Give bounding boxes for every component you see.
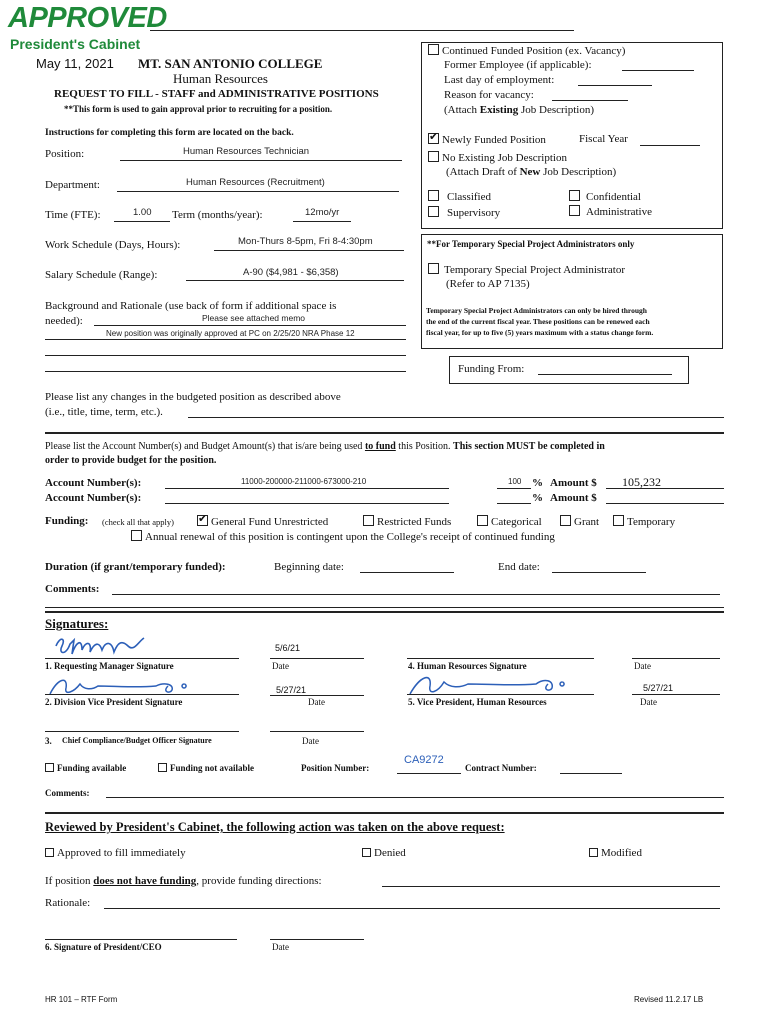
date-label-3: Date — [302, 736, 319, 746]
fte-label: Time (FTE): — [45, 209, 101, 221]
signature-2-date[interactable]: 5/27/21 — [276, 685, 307, 695]
former-label: Former Employee (if applicable): — [444, 59, 592, 71]
check-all-note: (check all that apply) — [102, 517, 174, 527]
tsa-option[interactable]: Temporary Special Project Administrator — [428, 263, 625, 276]
administrative-option[interactable]: Administrative — [569, 205, 652, 218]
department-field[interactable]: Human Resources (Recruitment) — [186, 177, 325, 188]
annual-renewal-option[interactable]: Annual renewal of this position is contingent upon the College's receipt of continued funding — [131, 530, 555, 543]
attach-new: (Attach Draft of New Job Description) — [446, 166, 617, 178]
grant-option[interactable]: Grant — [560, 515, 599, 528]
duration-label: Duration (if grant/temporary funded): — [45, 561, 226, 573]
sig-comments-label: Comments: — [45, 788, 90, 798]
newly-funded-option[interactable]: ✔Newly Funded Position — [428, 133, 546, 146]
signature-5-label: 5. Vice President, Human Resources — [408, 697, 547, 707]
funding-not-available-option[interactable]: Funding not available — [158, 763, 254, 773]
fiscal-label: Fiscal Year — [579, 133, 628, 145]
background-label: Background and Rationale (use back of form if additional space is — [45, 300, 337, 312]
salary-label: Salary Schedule (Range): — [45, 269, 158, 281]
modified-checkbox[interactable] — [589, 848, 598, 857]
tsa-checkbox[interactable] — [428, 263, 439, 274]
amount-label-1: Amount $ — [550, 477, 597, 489]
general-fund-checkbox[interactable] — [197, 515, 208, 526]
funding-available-checkbox[interactable] — [45, 763, 54, 772]
rationale-label: Rationale: — [45, 897, 91, 909]
supervisory-checkbox[interactable] — [428, 206, 439, 217]
administrative-checkbox[interactable] — [569, 205, 580, 216]
background-field-2[interactable]: New position was originally approved at PC on 2/25/20 NRA Phase 12 — [106, 329, 355, 338]
continued-funded-option[interactable]: Continued Funded Position (ex. Vacancy) — [428, 44, 625, 57]
newly-funded-checkbox[interactable] — [428, 133, 439, 144]
confidential-option[interactable]: Confidential — [569, 190, 641, 203]
confidential-checkbox[interactable] — [569, 190, 580, 201]
categorical-checkbox[interactable] — [477, 515, 488, 526]
schedule-field[interactable]: Mon-Thurs 8-5pm, Fri 8-4:30pm — [238, 236, 373, 247]
funding-available-option[interactable]: Funding available — [45, 763, 126, 773]
signature-1-date[interactable]: 5/6/21 — [275, 643, 301, 653]
department-heading: Human Resources — [173, 71, 268, 86]
term-label: Term (months/year): — [172, 209, 263, 221]
attach-existing: (Attach Existing Job Description) — [444, 104, 595, 116]
tsa-note-2: the end of the current fiscal year. These positions can be renewed each — [426, 317, 650, 326]
tsa-note-1: Temporary Special Project Administrators can only be hired through — [426, 306, 647, 315]
date-label-4: Date — [634, 661, 651, 671]
footer-form-id: HR 101 – RTF Form — [45, 995, 118, 1004]
funding-directions-label: If position does not have funding, provide funding directions: — [45, 875, 322, 887]
department-label: Department: — [45, 179, 100, 191]
begin-label: Beginning date: — [274, 561, 344, 573]
signature-1-label: 1. Requesting Manager Signature — [45, 661, 174, 671]
date-label-2: Date — [308, 697, 325, 707]
grant-checkbox[interactable] — [560, 515, 571, 526]
categorical-option[interactable]: Categorical — [477, 515, 542, 528]
funding-from-label: Funding From: — [458, 363, 525, 375]
salary-field[interactable]: A-90 ($4,981 - $6,358) — [243, 267, 339, 278]
percent-sign-2: % — [532, 492, 543, 504]
background-field[interactable]: Please see attached memo — [202, 313, 306, 323]
signature-3-label: Chief Compliance/Budget Officer Signature — [62, 736, 212, 745]
restricted-checkbox[interactable] — [363, 515, 374, 526]
date-label-1: Date — [272, 661, 289, 671]
account-intro: Please list the Account Number(s) and Budget Amount(s) that is/are being used to fund this Position. This section MUST be completed in — [45, 441, 605, 452]
date-label-5: Date — [640, 697, 657, 707]
comments-label: Comments: — [45, 583, 100, 595]
fte-field[interactable]: 1.00 — [133, 207, 152, 218]
denied-checkbox[interactable] — [362, 848, 371, 857]
signature-5-date[interactable]: 5/27/21 — [643, 683, 674, 693]
temporary-option[interactable]: Temporary — [613, 515, 675, 528]
approved-option[interactable]: Approved to fill immediately — [45, 847, 186, 859]
no-existing-checkbox[interactable] — [428, 151, 439, 162]
no-existing-option[interactable]: No Existing Job Description — [428, 151, 567, 164]
tsa-ref: (Refer to AP 7135) — [446, 278, 530, 290]
funding-label: Funding: — [45, 515, 89, 527]
end-label: End date: — [498, 561, 540, 573]
percent-field-1[interactable]: 100 — [508, 477, 522, 486]
annual-renewal-checkbox[interactable] — [131, 530, 142, 541]
changes-label-2: (i.e., title, time, term, etc.). — [45, 406, 163, 418]
denied-option[interactable]: Denied — [362, 847, 406, 859]
background-label-2: needed): — [45, 315, 83, 327]
stamp-underline — [150, 30, 574, 31]
account-label-2: Account Number(s): — [45, 492, 142, 504]
approved-checkbox[interactable] — [45, 848, 54, 857]
signatures-heading: Signatures: — [45, 616, 109, 631]
schedule-label: Work Schedule (Days, Hours): — [45, 239, 181, 251]
restricted-option[interactable]: Restricted Funds — [363, 515, 451, 528]
account-field-1[interactable]: 11000-200000-211000-673000-210 — [241, 477, 367, 486]
amount-field-1[interactable]: 105,232 — [622, 475, 661, 489]
position-field[interactable]: Human Resources Technician — [183, 146, 310, 157]
percent-sign-1: % — [532, 477, 543, 489]
signature-6-label: 6. Signature of President/CEO — [45, 942, 162, 952]
account-label-1: Account Number(s): — [45, 477, 142, 489]
temporary-checkbox[interactable] — [613, 515, 624, 526]
reason-label: Reason for vacancy: — [444, 89, 534, 101]
stamp-date: May 11, 2021 — [36, 56, 114, 71]
instructions: Instructions for completing this form are located on the back. — [45, 128, 294, 138]
position-number-field[interactable]: CA9272 — [404, 754, 444, 766]
changes-label: Please list any changes in the budgeted position as described above — [45, 391, 341, 403]
modified-option[interactable]: Modified — [589, 847, 642, 859]
approved-stamp: APPROVED — [8, 2, 167, 34]
funding-not-available-checkbox[interactable] — [158, 763, 167, 772]
account-intro-2: order to provide budget for the position. — [45, 455, 217, 466]
position-label: Position: — [45, 148, 85, 160]
review-heading: Reviewed by President's Cabinet, the following action was taken on the above request: — [45, 820, 505, 834]
college-name: MT. SAN ANTONIO COLLEGE — [138, 56, 323, 71]
signature-4-label: 4. Human Resources Signature — [408, 661, 527, 671]
general-fund-option[interactable]: ✔ General Fund Unrestricted — [197, 515, 328, 528]
tsa-note-3: fiscal year, for up to five (5) years maximum with a status change form. — [426, 328, 654, 337]
form-note: **This form is used to gain approval prior to recruiting for a position. — [64, 104, 333, 114]
signature-2-label: 2. Division Vice President Signature — [45, 697, 183, 707]
classified-option[interactable]: Classified — [428, 190, 491, 203]
term-field[interactable]: 12mo/yr — [305, 207, 340, 218]
lastday-label: Last day of employment: — [444, 74, 555, 86]
tsa-header: **For Temporary Special Project Administrators only — [427, 239, 635, 249]
cabinet-label: President's Cabinet — [10, 36, 141, 52]
contract-number-label: Contract Number: — [465, 763, 537, 773]
date-label-6: Date — [272, 942, 289, 952]
amount-label-2: Amount $ — [550, 492, 597, 504]
position-number-label: Position Number: — [301, 763, 370, 773]
signature-3-number: 3. — [45, 736, 52, 746]
supervisory-option[interactable]: Supervisory — [428, 206, 500, 219]
footer-revision: Revised 11.2.17 LB — [634, 995, 704, 1004]
classified-checkbox[interactable] — [428, 190, 439, 201]
form-title: REQUEST TO FILL - STAFF and ADMINISTRATIVE POSITIONS — [54, 88, 379, 100]
continued-checkbox[interactable] — [428, 44, 439, 55]
